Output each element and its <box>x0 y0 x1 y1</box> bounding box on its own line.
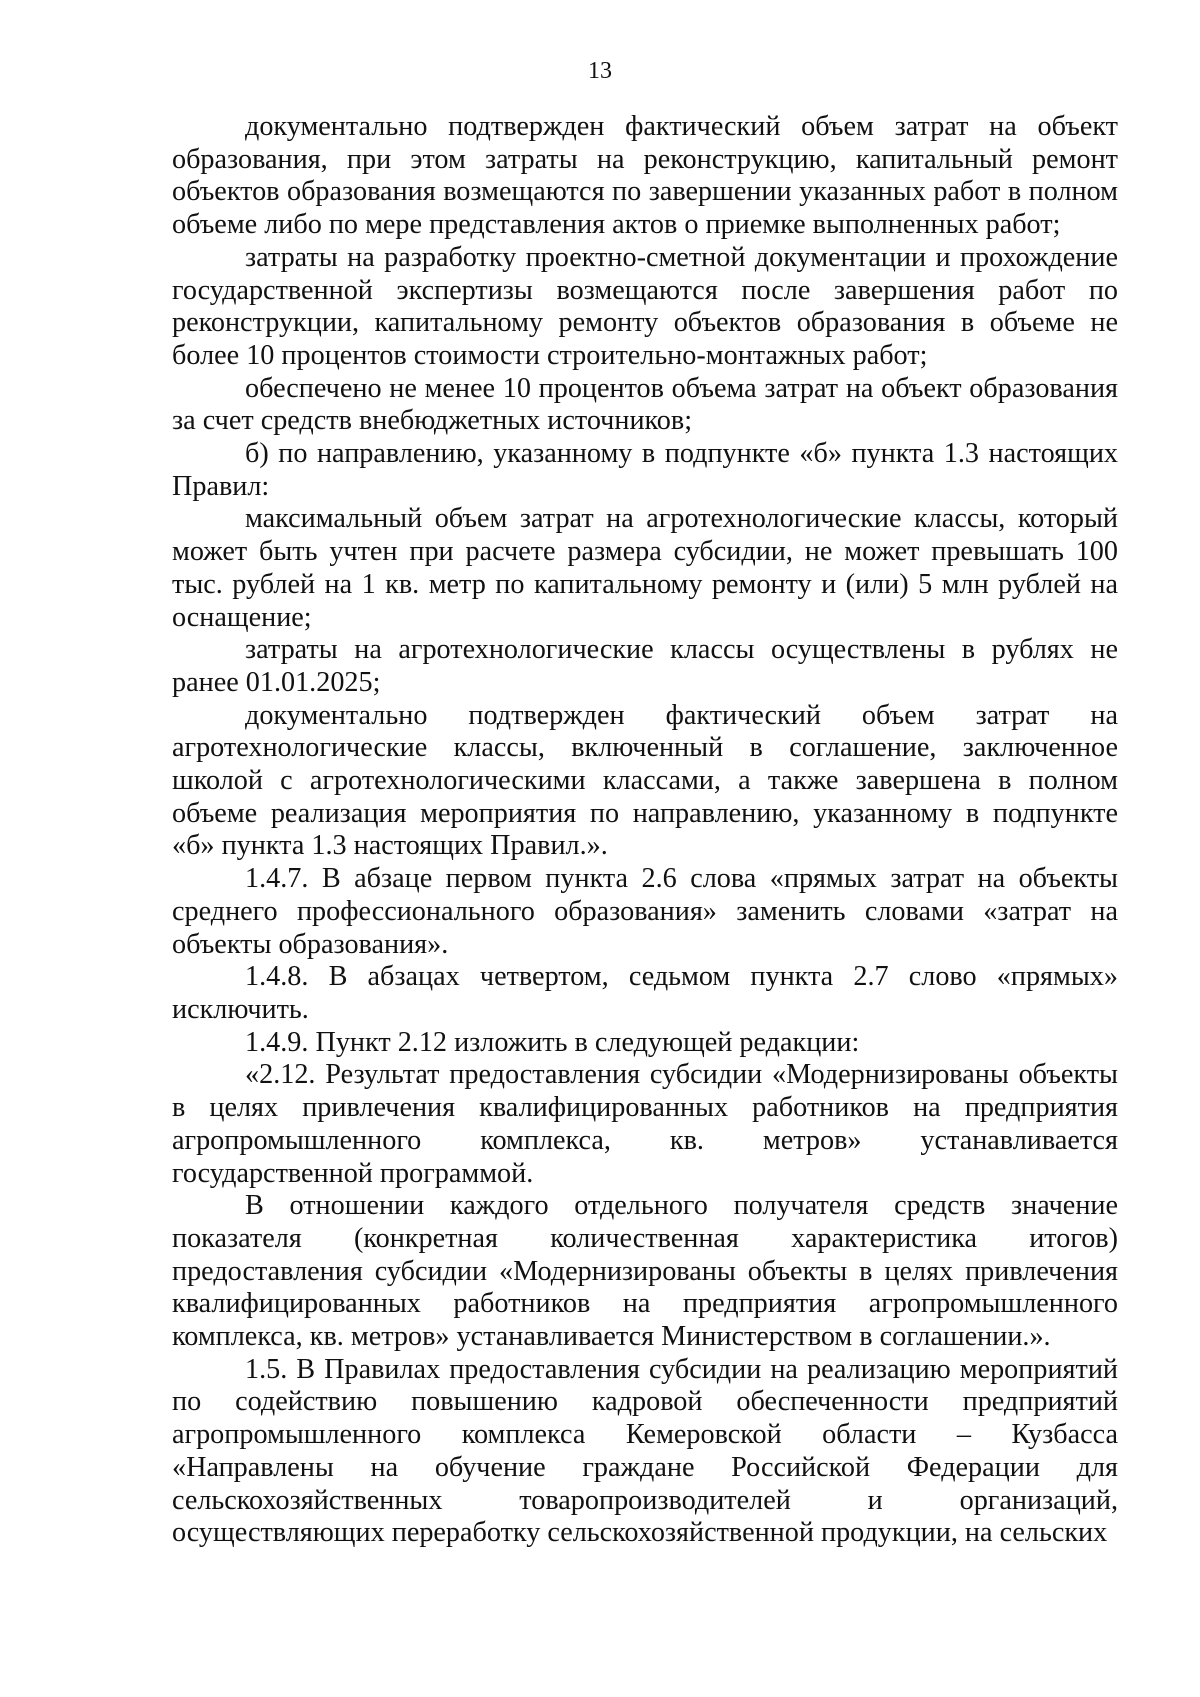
paragraph: затраты на агротехнологические классы осуществлены в рублях не ранее 01.01.2025; <box>172 634 1118 698</box>
paragraph: документально подтвержден фактический объем затрат на агротехнологические классы, включенный в соглашение, заключенное школой с агротехнологическими классами, а также завершена в полном объеме реализация мероприятия по направлению, указанному в подпункте «б» пункта 1.3 настоящих Правил.». <box>172 699 1118 862</box>
paragraph: максимальный объем затрат на агротехнологические классы, который может быть учтен при расчете размера субсидии, не может превышать 100 тыс. рублей на 1 кв. метр по капитальному ремонту и (или) 5 млн рублей на оснащение; <box>172 503 1118 633</box>
document-body <box>172 111 1118 1550</box>
page-number: 13 <box>588 58 612 84</box>
paragraph: затраты на разработку проектно-сметной документации и прохождение государственной экспертизы возмещаются после завершения работ по реконструкции, капитальному ремонту объектов образования в объеме не более 10 процентов стоимости строительно-монтажных работ; <box>172 241 1118 371</box>
paragraph: обеспечено не менее 10 процентов объема затрат на объект образования за счет средств внебюджетных источников; <box>172 372 1118 437</box>
paragraph: 1.4.9. Пункт 2.12 изложить в следующей редакции: <box>245 1026 860 1058</box>
paragraph: 1.5. В Правилах предоставления субсидии на реализацию мероприятий по содействию повышению кадровой обеспеченности предприятий агропромышленного комплекса Кемеровской области – Кузбасса «Направлены на обучение граждане Российской Федерации для сельскохозяйственных товаропроизводителей и организаций, осуществляющих переработку сельскохозяйственной продукции, на сельских <box>172 1353 1118 1549</box>
paragraph: 1.4.7. В абзаце первом пункта 2.6 слова «прямых затрат на объекты среднего профессионального образования» заменить словами «затрат на объекты образования». <box>172 863 1118 960</box>
paragraph: б) по направлению, указанному в подпункте «б» пункта 1.3 настоящих Правил: <box>172 438 1118 502</box>
paragraph: документально подтвержден фактический объем затрат на объект образования, при этом затраты на реконструкцию, капитальный ремонт объектов образования возмещаются по завершении указанных работ в полном объеме либо по мере представления актов о приемке выполненных работ; <box>172 111 1118 241</box>
paragraph: 1.4.8. В абзацах четвертом, седьмом пункта 2.7 слово «прямых» исключить. <box>172 961 1118 1025</box>
paragraph: «2.12. Результат предоставления субсидии «Модернизированы объекты в целях привлечения квалифицированных работников на предприятия агропромышленного комплекса, кв. метров» устанавливается государственной программой. <box>172 1059 1118 1189</box>
paragraph: В отношении каждого отдельного получателя средств значение показателя (конкретная количественная характеристика итогов) предоставления субсидии «Модернизированы объекты в целях привлечения квалифицированных работников на предприятия агропромышленного комплекса, кв. метров» устанавливается Министерством в соглашении.». <box>172 1190 1118 1353</box>
